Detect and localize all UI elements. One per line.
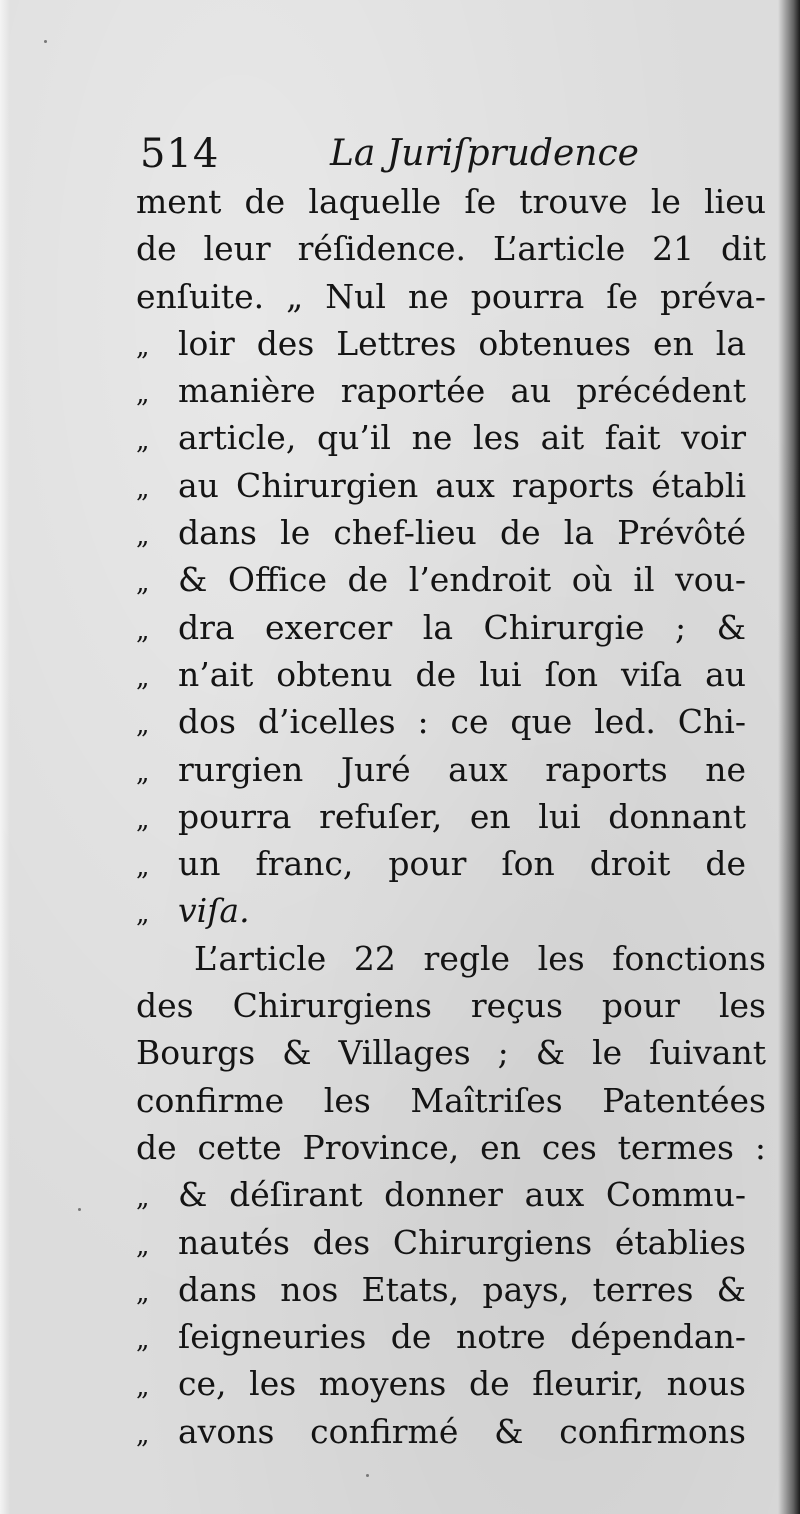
paper-speck [78, 1208, 81, 1211]
line-text: article, qu’il ne les ait fait voir [178, 418, 746, 458]
quote-mark: „ [136, 568, 150, 599]
line-text: ment de laquelle ſe trouve le lieu [136, 182, 766, 221]
quoted-line [136, 320, 766, 367]
text-line [136, 178, 766, 225]
line-text: avons confirmé & confirmons [178, 1411, 746, 1451]
line-text: de cette Province, en ces termes : [136, 1127, 766, 1167]
quote-mark: „ [136, 615, 150, 646]
text-line [136, 225, 766, 272]
quoted-line [136, 604, 766, 651]
line-text: viſa. [178, 891, 250, 931]
text-line [136, 1029, 766, 1076]
text-line [136, 1124, 766, 1171]
text-line [136, 935, 766, 982]
text-line [136, 273, 766, 320]
quote-mark: „ [136, 1325, 150, 1356]
quote-mark: „ [136, 521, 150, 552]
quote-mark: „ [136, 1183, 150, 1214]
line-text: rurgien Juré aux raports ne [178, 749, 746, 789]
page-number: 514 [140, 131, 220, 177]
quoted-line [136, 1360, 766, 1407]
line-text: un franc, pour ſon droit de [178, 844, 746, 884]
quoted-line [136, 556, 766, 603]
quote-mark: „ [136, 426, 150, 457]
quote-mark: „ [136, 1277, 150, 1308]
line-text: n’ait obtenu de lui ſon viſa au [178, 654, 746, 694]
quoted-line [136, 509, 766, 556]
line-text: Bourgs & Villages ; & le ſuivant [136, 1033, 766, 1073]
quote-mark: „ [136, 662, 150, 693]
paper-speck [44, 40, 47, 43]
quoted-line [136, 1313, 766, 1360]
quoted-line [136, 1408, 766, 1455]
line-text: & déſirant donner aux Commu- [178, 1175, 746, 1215]
quoted-line [136, 414, 766, 461]
quoted-line [136, 793, 766, 840]
quoted-line [136, 698, 766, 745]
line-text: ſeigneuries de notre dépendan- [178, 1317, 746, 1357]
quote-mark: „ [136, 852, 150, 883]
body-text [136, 178, 766, 1455]
text-line [136, 982, 766, 1029]
paper-speck [366, 1474, 369, 1477]
line-text: dra exercer la Chirurgie ; & [178, 607, 746, 647]
line-text: des Chirurgiens reçus pour les [136, 986, 766, 1026]
quoted-line [136, 462, 766, 509]
line-text: manière raportée au précédent [178, 371, 746, 411]
quoted-line [136, 1219, 766, 1266]
quote-mark: „ [136, 710, 150, 741]
line-text: dans nos Etats, pays, terres & [178, 1269, 746, 1309]
text-line [136, 1077, 766, 1124]
quote-mark: „ [136, 473, 150, 504]
running-header [140, 126, 660, 182]
spine-shadow [778, 0, 800, 1514]
quote-mark: „ [136, 379, 150, 410]
line-text: pourra refuſer, en lui donnant [178, 796, 746, 836]
quoted-line [136, 887, 766, 934]
quoted-line [136, 746, 766, 793]
quote-mark: „ [136, 331, 150, 362]
line-text: dans le chef-lieu de la Prévôté [178, 513, 746, 553]
line-text: au Chirurgien aux raports établi [178, 465, 746, 505]
quote-mark: „ [136, 1230, 150, 1261]
line-text: confirme les Maîtriſes Patentées [136, 1080, 766, 1120]
line-text: de leur réſidence. L’article 21 dit [136, 229, 766, 269]
quote-mark: „ [136, 1372, 150, 1403]
quoted-line [136, 840, 766, 887]
quote-mark: „ [136, 899, 150, 930]
quote-mark: „ [136, 757, 150, 788]
quoted-line [136, 1171, 766, 1218]
quoted-line [136, 367, 766, 414]
line-text: nautés des Chirurgiens établies [178, 1222, 746, 1262]
quoted-line [136, 651, 766, 698]
running-title: La Juriſprudence [330, 133, 639, 174]
line-text: ce, les moyens de fleurir, nous [178, 1364, 746, 1404]
line-text: L’article 22 regle les fonctions [194, 938, 766, 978]
quote-mark: „ [136, 804, 150, 835]
line-text: dos d’icelles : ce que led. Chi- [178, 702, 746, 742]
line-text: & Office de l’endroit où il vou- [178, 560, 746, 600]
line-text: enſuite. „ Nul ne pourra ſe préva- [136, 276, 766, 316]
quoted-line [136, 1266, 766, 1313]
page-left-edge [0, 0, 10, 1514]
line-text: loir des Lettres obtenues en la [178, 323, 746, 363]
quote-mark: „ [136, 1419, 150, 1450]
